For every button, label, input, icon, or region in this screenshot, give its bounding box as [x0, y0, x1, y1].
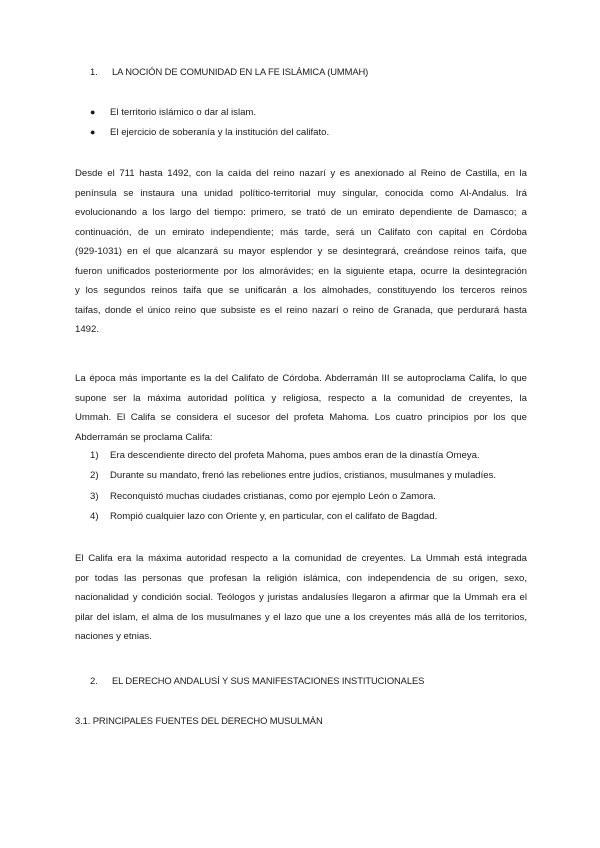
paragraph-line: taifas, donde el único reino que subsiste es el reino nazarí o reino de Granada, que perdurará hasta	[75, 304, 527, 316]
paragraph-line: nacionalidad y condición social. Teólogos y juristas andalusíes llegaron a afirmar que la Ummah era el	[75, 592, 527, 603]
paragraph-line: pilar del islam, el alma de los musulmanes y el lazo que une a los creyentes más allá de los territorios,	[75, 611, 527, 623]
paragraph-line: 1492.	[75, 324, 100, 335]
list-item-text: Reconquistó muchas ciudades cristianas, como por ejemplo León o Zamora.	[110, 490, 436, 502]
list-item	[90, 470, 530, 490]
list-item	[90, 450, 530, 470]
bullet-item	[90, 127, 329, 138]
list-item-number: 3)	[90, 490, 99, 502]
list-item-number: 2)	[90, 470, 99, 482]
paragraph-line: y los segundos reinos taifa que se unificarán a los almohades, constituyendo los terceros reinos	[75, 285, 527, 296]
list-item-text: Era descendiente directo del profeta Mahoma, pues ambos eran de la dinastía Omeya.	[110, 450, 480, 461]
bullet-text: El territorio islámico o dar al islam.	[110, 107, 257, 118]
paragraph-al-andalus	[75, 164, 527, 340]
paragraph-line: supone ser la máxima autoridad política y religiosa, respecto a la comunidad de creyentes, la	[75, 392, 527, 404]
principles-list	[90, 450, 530, 531]
paragraph-ummah	[75, 549, 527, 647]
bullet-dot-icon: ●	[90, 107, 96, 117]
bullet-text: El ejercicio de soberanía y la institución del califato.	[110, 127, 330, 138]
paragraph-line: naciones y etnias.	[75, 631, 152, 642]
paragraph-line: fueron unificados posteriormente por los almorávides; en la siguiente etapa, ocurre la desintegración	[75, 265, 527, 277]
list-item-text: Rompió cualquier lazo con Oriente y, en particular, con el califato de Bagdad.	[110, 510, 438, 522]
section-3-1-heading: 3.1. PRINCIPALES FUENTES DEL DERECHO MUSULMÁN	[75, 715, 323, 726]
section-2-number: 2.	[90, 675, 98, 686]
section-1-number: 1.	[90, 66, 98, 77]
paragraph-line: por todas las personas que profesan la religión islámica, con independencia de su origen, sexo,	[75, 572, 527, 584]
section-1-heading	[90, 66, 368, 77]
list-item	[90, 511, 530, 531]
bullet-dot-icon: ●	[90, 127, 96, 137]
paragraph-line: El Califa era la máxima autoridad respecto a la comunidad de creyentes. La Ummah está integrada	[75, 553, 527, 564]
paragraph-line: La época más importante es la del Califato de Córdoba. Abderramán III se autoproclama Califa, lo que	[75, 373, 527, 384]
paragraph-line: continuación, de un emirato independiente; más tarde, será un Califato con capital en Córdoba	[75, 226, 527, 238]
section-2-title: EL DERECHO ANDALUSÍ Y SUS MANIFESTACIONES INSTITUCIONALES	[112, 675, 425, 686]
list-item-number: 4)	[90, 510, 99, 522]
section-2-heading	[90, 675, 424, 686]
paragraph-line: península se instaura una unidad político-territorial muy singular, conocida como Al-Andalus. Irá	[75, 187, 527, 199]
paragraph-line: Abderramán se proclama Califa:	[75, 431, 213, 443]
paragraph-line: Ummah. El Califa se considera el sucesor del profeta Mahoma. Los cuatro principios por los que	[75, 412, 527, 423]
paragraph-line: (929-1031) en el que alcanzará su mayor esplendor y se desintegrará, creándose reinos taifa, que	[75, 246, 527, 257]
list-item	[90, 491, 530, 511]
list-item-number: 1)	[90, 450, 99, 461]
paragraph-line: evolucionando a los largo del tiempo: primero, se trató de un emirato dependiente de Damasco; a	[75, 207, 527, 218]
list-item-text: Durante su mandato, frenó las rebeliones entre judíos, cristianos, musulmanes y muladíes.	[110, 470, 497, 482]
paragraph-califato	[75, 369, 527, 447]
bullet-item	[90, 107, 256, 118]
section-1-title: LA NOCIÓN DE COMUNIDAD EN LA FE ISLÁMICA (UMMAH)	[112, 66, 369, 77]
paragraph-line: Desde el 711 hasta 1492, con la caída del reino nazarí y es anexionado al Reino de Castilla, en la	[75, 168, 527, 179]
